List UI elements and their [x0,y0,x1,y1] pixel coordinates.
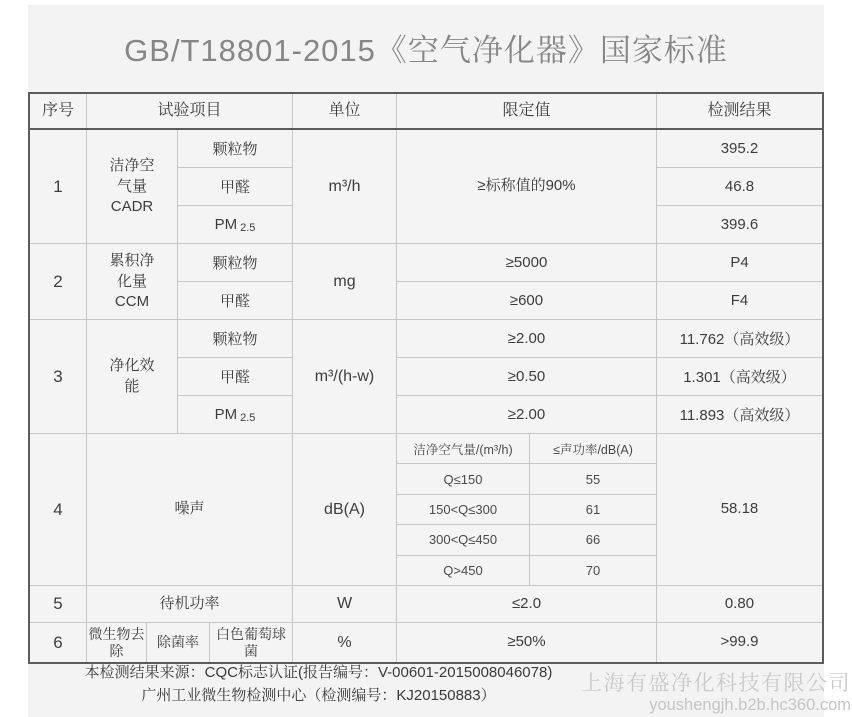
section-no: 3 [30,320,87,433]
unit-cell: m³/(h-w) [293,320,397,433]
item-name: 除菌率 [147,623,210,662]
unit-cell: W [293,586,397,622]
section-noise [30,434,822,586]
header-limit: 限定值 [397,94,657,128]
source-line-2: 广州工业微生物检测中心（检测编号：KJ20150883） [141,687,496,704]
section-group-name [87,244,178,319]
limit-value: ≥5000 [397,244,656,282]
header-unit: 单位 [293,94,397,128]
item-name: 噪声 [87,434,293,585]
result-stack [657,320,822,433]
noise-table-header [397,434,656,464]
result-value: 0.80 [724,594,755,612]
result-value: 395.2 [657,130,822,168]
group-code: CCM [114,292,150,310]
result-value: 11.893（高效级） [679,407,800,424]
limit-stack [397,244,657,319]
unit-cell: m³/h [293,130,397,243]
sub-item: 颗粒物 [178,244,292,282]
sub-item: 甲醛 [178,168,292,206]
content-band [28,5,824,717]
pm-subscript: 2.5 [240,222,256,234]
group-label: 累积净化量 [109,252,155,290]
result-value: 1.301（高效级） [657,358,822,396]
sub-item: 甲醛 [219,293,250,310]
unit-cell: mg [293,244,397,319]
limit-value: ≥2.00 [397,320,656,358]
noise-table-row: Q≤150 55 [397,464,656,494]
pm-subscript: 2.5 [240,412,256,424]
section-no: 4 [30,434,87,585]
noise-table-row: 300<Q≤450 66 [397,525,656,555]
certification-source-note [36,661,601,707]
result-stack [657,244,822,319]
result-value: 46.8 [657,168,822,206]
limit-cell: ≥50% [397,623,657,662]
noise-col-power: ≤声功率/dB(A) [553,442,633,457]
watermark-site: youshengjh.b2b.hc360.com [649,696,851,715]
unit-cell: dB(A) [293,434,397,585]
sub-item: 颗粒物 [178,130,292,168]
result-value: F4 [730,292,749,309]
table-header-row [30,94,822,130]
section-group-name [87,130,178,243]
watermark-company: 上海有盛净化科技有限公司 [581,671,851,695]
sub-item-stack [178,244,293,319]
section-efficiency [30,320,822,434]
section-standby-power [30,586,822,623]
sub-item: 甲醛 [178,358,292,396]
section-no: 6 [30,623,87,662]
standards-table [28,92,824,664]
section-no: 2 [30,244,87,319]
result-value: 58.18 [720,500,759,518]
limit-value: ≥0.50 [397,358,656,396]
source-line-1: 本检测结果来源：CQC标志认证(报告编号：V-00601-2015008046078) [84,664,553,681]
item-name: 微生物去除 [87,623,147,662]
group-label: 洁净空气量 [109,157,155,195]
group-code: CADR [110,197,154,215]
noise-col-airflow: 洁净空气量/(m³/h) [397,434,530,463]
section-microbe-removal [30,623,822,662]
noise-limit-table [397,434,657,585]
limit-stack [397,320,657,433]
result-value: >99.9 [720,633,759,651]
section-ccm [30,244,822,320]
item-name: 待机功率 [87,586,293,622]
limit-cell: ≥标称值的90% [397,130,657,243]
header-no: 序号 [30,94,87,128]
sub-item-stack [178,320,293,433]
limit-value: ≥600 [509,292,544,309]
result-value: 399.6 [720,216,759,233]
group-label: 净化效能 [109,357,155,395]
noise-table-row: Q>450 70 [397,556,656,585]
section-cadr [30,130,822,244]
section-no: 5 [30,586,87,622]
header-result: 检测结果 [707,102,772,119]
page-title: GB/T18801-2015《空气净化器》国家标准 [124,32,728,68]
result-stack [657,130,822,243]
limit-value: ≥2.00 [507,406,546,423]
sub-item-stack [178,130,293,243]
sub-item-pm25: PM 2.5 [214,216,256,234]
noise-table-row: 150<Q≤300 61 [397,495,656,525]
sub-item-pm25: PM 2.5 [214,406,256,424]
item-name: 白色葡萄球菌 [210,623,293,662]
sub-item: 颗粒物 [178,320,292,358]
unit-cell: % [293,623,397,662]
result-value: P4 [657,244,822,282]
header-item: 试验项目 [87,94,293,128]
result-value: 11.762（高效级） [657,320,822,358]
section-no: 1 [30,130,87,243]
section-group-name [87,320,178,433]
limit-cell: ≤2.0 [397,586,657,622]
